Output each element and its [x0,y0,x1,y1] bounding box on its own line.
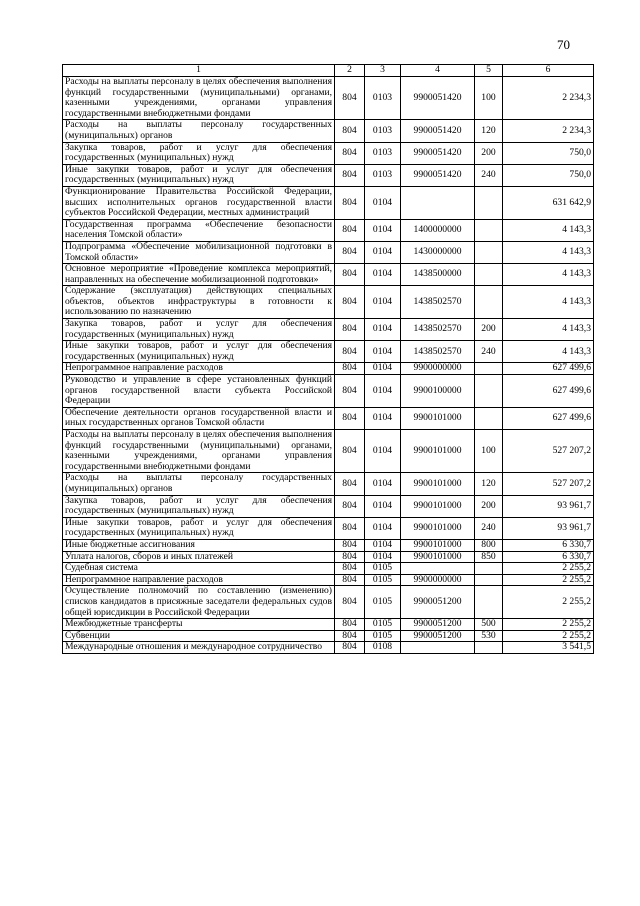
expense-name: Непрограммное направление расходов [63,363,335,375]
table-row [63,120,594,142]
section-code: 0108 [365,642,401,654]
table-row [63,430,594,473]
expense-name: Руководство и управление в сфере установленных функций органов государственной власти субъекта Российской Федерации [63,375,335,408]
page-number: 70 [557,37,570,52]
expense-type-code: 240 [475,517,503,539]
section-code: 0103 [365,142,401,164]
target-article-code [401,563,475,575]
expense-name: Субвенции [63,630,335,642]
amount: 3 541,5 [503,642,594,654]
ministry-code: 804 [335,539,365,551]
table-row [63,286,594,319]
expense-type-code [475,286,503,319]
ministry-code: 804 [335,407,365,429]
expense-type-code: 120 [475,473,503,495]
target-article-code: 9900101000 [401,517,475,539]
amount: 93 961,7 [503,517,594,539]
table-row [63,473,594,495]
target-article-code: 9900051200 [401,586,475,619]
section-code: 0104 [365,473,401,495]
expense-name: Закупка товаров, работ и услуг для обеспечения государственных (муниципальных) нужд [63,319,335,341]
expense-type-code: 850 [475,551,503,563]
table-row [63,77,594,120]
section-code: 0104 [365,286,401,319]
target-article-code: 1400000000 [401,219,475,241]
target-article-code: 9900101000 [401,430,475,473]
amount: 4 143,3 [503,341,594,363]
section-code: 0104 [365,219,401,241]
ministry-code: 804 [335,341,365,363]
expense-type-code [475,375,503,408]
section-code: 0104 [365,517,401,539]
ministry-code: 804 [335,142,365,164]
section-code: 0103 [365,77,401,120]
section-code: 0105 [365,574,401,586]
expense-name: Судебная система [63,563,335,575]
table-row [63,551,594,563]
expense-name: Непрограммное направление расходов [63,574,335,586]
section-code: 0104 [365,495,401,517]
expense-type-code: 200 [475,142,503,164]
target-article-code [401,642,475,654]
table-row [63,517,594,539]
ministry-code: 804 [335,642,365,654]
amount: 2 234,3 [503,120,594,142]
amount: 4 143,3 [503,286,594,319]
expense-name: Расходы на выплаты персоналу в целях обеспечения выполнения функций государственными (муниципальными) органами, казенными учреждениями, органами управления государственными внебюджетными фондами [63,77,335,120]
ministry-code: 804 [335,319,365,341]
ministry-code: 804 [335,619,365,631]
expense-name: Иные закупки товаров, работ и услуг для обеспечения государственных (муниципальных) нужд [63,517,335,539]
target-article-code: 9900101000 [401,407,475,429]
section-code: 0104 [365,363,401,375]
expense-name: Иные бюджетные ассигнования [63,539,335,551]
expense-type-code: 240 [475,341,503,363]
section-code: 0105 [365,619,401,631]
expense-type-code: 100 [475,430,503,473]
table-body [63,77,594,654]
ministry-code: 804 [335,186,365,219]
ministry-code: 804 [335,241,365,263]
expense-name: Уплата налогов, сборов и иных платежей [63,551,335,563]
ministry-code: 804 [335,219,365,241]
expense-type-code: 240 [475,164,503,186]
expense-type-code [475,264,503,286]
ministry-code: 804 [335,473,365,495]
target-article-code: 1430000000 [401,241,475,263]
ministry-code: 804 [335,517,365,539]
expense-type-code [475,186,503,219]
expense-name: Функционирование Правительства Российской Федерации, высших исполнительных органов государственной власти субъектов Российской Федерации, местных администраций [63,186,335,219]
table-row [63,164,594,186]
table-row [63,619,594,631]
expense-name: Межбюджетные трансферты [63,619,335,631]
table-row [63,586,594,619]
header-col-1: 1 [63,65,335,77]
amount: 2 255,2 [503,586,594,619]
ministry-code: 804 [335,495,365,517]
amount: 627 499,6 [503,375,594,408]
expense-name: Иные закупки товаров, работ и услуг для обеспечения государственных (муниципальных) нужд [63,341,335,363]
expense-name: Иные закупки товаров, работ и услуг для обеспечения государственных (муниципальных) нужд [63,164,335,186]
table-row [63,495,594,517]
ministry-code: 804 [335,375,365,408]
amount: 627 499,6 [503,363,594,375]
amount: 93 961,7 [503,495,594,517]
section-code: 0104 [365,539,401,551]
target-article-code: 9900101000 [401,495,475,517]
target-article-code: 1438502570 [401,286,475,319]
table-row [63,142,594,164]
section-code: 0104 [365,375,401,408]
target-article-code: 9900101000 [401,473,475,495]
ministry-code: 804 [335,551,365,563]
amount: 6 330,7 [503,539,594,551]
target-article-code: 9900051420 [401,142,475,164]
expense-type-code: 500 [475,619,503,631]
expense-type-code [475,407,503,429]
expense-type-code [475,563,503,575]
table-row [63,407,594,429]
expense-type-code [475,574,503,586]
expense-type-code: 120 [475,120,503,142]
section-code: 0103 [365,120,401,142]
target-article-code: 9900051420 [401,120,475,142]
target-article-code: 9900051420 [401,77,475,120]
expense-name: Обеспечение деятельности органов государственной власти и иных государственных органов Томской области [63,407,335,429]
target-article-code [401,186,475,219]
table-row [63,375,594,408]
amount: 527 207,2 [503,473,594,495]
section-code: 0104 [365,319,401,341]
table-row [63,574,594,586]
ministry-code: 804 [335,77,365,120]
budget-table [62,64,594,654]
amount: 2 255,2 [503,563,594,575]
expense-type-code [475,586,503,619]
target-article-code: 9900051200 [401,630,475,642]
header-col-3: 3 [365,65,401,77]
amount: 6 330,7 [503,551,594,563]
section-code: 0104 [365,241,401,263]
table-row [63,219,594,241]
section-code: 0104 [365,186,401,219]
section-code: 0103 [365,164,401,186]
table-row [63,539,594,551]
table-header-row [63,65,594,77]
ministry-code: 804 [335,430,365,473]
expense-name: Закупка товаров, работ и услуг для обеспечения государственных (муниципальных) нужд [63,495,335,517]
table-row [63,563,594,575]
expense-name: Закупка товаров, работ и услуг для обеспечения государственных (муниципальных) нужд [63,142,335,164]
ministry-code: 804 [335,586,365,619]
table-row [63,642,594,654]
table-row [63,341,594,363]
ministry-code: 804 [335,630,365,642]
expense-type-code: 200 [475,319,503,341]
amount: 750,0 [503,164,594,186]
header-col-6: 6 [503,65,594,77]
header-col-2: 2 [335,65,365,77]
table-row [63,186,594,219]
expense-name: Расходы на выплаты персоналу государственных (муниципальных) органов [63,473,335,495]
target-article-code: 1438502570 [401,341,475,363]
section-code: 0104 [365,430,401,473]
expense-name: Содержание (эксплуатация) действующих специальных объектов, объектов инфраструктуры в готовности к использованию по назначению [63,286,335,319]
section-code: 0105 [365,563,401,575]
header-col-4: 4 [401,65,475,77]
target-article-code: 9900000000 [401,574,475,586]
ministry-code: 804 [335,574,365,586]
target-article-code: 9900000000 [401,363,475,375]
expense-type-code [475,219,503,241]
ministry-code: 804 [335,563,365,575]
ministry-code: 804 [335,164,365,186]
expense-name: Расходы на выплаты персоналу государственных (муниципальных) органов [63,120,335,142]
expense-name: Подпрограмма «Обеспечение мобилизационной подготовки в Томской области» [63,241,335,263]
table-row [63,241,594,263]
target-article-code: 9900100000 [401,375,475,408]
section-code: 0105 [365,630,401,642]
expense-name: Расходы на выплаты персоналу в целях обеспечения выполнения функций государственными (муниципальными) органами, казенными учреждениями, органами управления государственными внебюджетными фондами [63,430,335,473]
expense-name: Государственная программа «Обеспечение безопасности населения Томской области» [63,219,335,241]
expense-name: Основное мероприятие «Проведение комплекса мероприятий, направленных на обеспечение мобилизационной подготовки» [63,264,335,286]
section-code: 0104 [365,551,401,563]
amount: 627 499,6 [503,407,594,429]
table-row [63,630,594,642]
header-col-5: 5 [475,65,503,77]
table-row [63,319,594,341]
expense-type-code [475,642,503,654]
amount: 2 255,2 [503,574,594,586]
ministry-code: 804 [335,286,365,319]
table-row [63,264,594,286]
table-row [63,363,594,375]
ministry-code: 804 [335,120,365,142]
target-article-code: 9900101000 [401,539,475,551]
ministry-code: 804 [335,264,365,286]
ministry-code: 804 [335,363,365,375]
expense-name: Международные отношения и международное сотрудничество [63,642,335,654]
amount: 4 143,3 [503,219,594,241]
amount: 4 143,3 [503,264,594,286]
amount: 527 207,2 [503,430,594,473]
target-article-code: 1438502570 [401,319,475,341]
target-article-code: 9900051420 [401,164,475,186]
amount: 4 143,3 [503,319,594,341]
amount: 2 255,2 [503,630,594,642]
target-article-code: 9900051200 [401,619,475,631]
amount: 4 143,3 [503,241,594,263]
amount: 2 234,3 [503,77,594,120]
expense-type-code: 100 [475,77,503,120]
section-code: 0104 [365,407,401,429]
expense-type-code: 530 [475,630,503,642]
section-code: 0104 [365,264,401,286]
target-article-code: 1438500000 [401,264,475,286]
section-code: 0105 [365,586,401,619]
target-article-code: 9900101000 [401,551,475,563]
amount: 750,0 [503,142,594,164]
amount: 631 642,9 [503,186,594,219]
amount: 2 255,2 [503,619,594,631]
expense-type-code [475,241,503,263]
expense-type-code: 800 [475,539,503,551]
expense-type-code: 200 [475,495,503,517]
section-code: 0104 [365,341,401,363]
expense-type-code [475,363,503,375]
expense-name: Осуществление полномочий по составлению (изменению) списков кандидатов в присяжные заседатели федеральных судов общей юрисдикции в Российской Федерации [63,586,335,619]
